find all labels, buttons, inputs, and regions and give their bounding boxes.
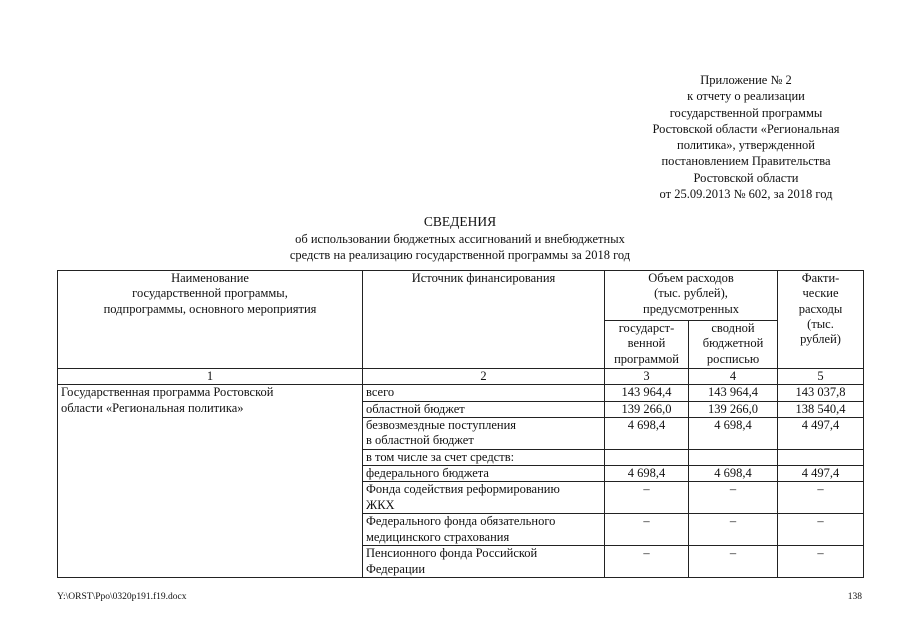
value-state-program: 139 266,0 [605,401,689,417]
value-budget-list: 4 698,4 [689,417,778,449]
value-actual: 138 540,4 [778,401,864,417]
funding-source-cell: Федерального фонда обязательного медицинского страхования [363,514,605,546]
value-state-program: – [605,546,689,578]
column-number: 2 [363,369,605,385]
funding-source-cell: в том числе за счет средств: [363,449,605,465]
expenditure-table [57,270,864,578]
appendix-line: Приложение № 2 [700,73,792,87]
value-actual: – [778,482,864,514]
value-state-program: 4 698,4 [605,466,689,482]
column-number: 1 [58,369,363,385]
header-program-name: Наименование государственной программы, подпрограммы, основного мероприятия [58,271,363,369]
value-actual: 143 037,8 [778,385,864,401]
value-state-program: – [605,514,689,546]
header-actual-expenses: Факти- ческие расходы (тыс. рублей) [778,271,864,369]
document-title: СВЕДЕНИЯ [423,214,497,229]
table-row [58,385,864,401]
appendix-line: Ростовской области [693,170,799,185]
value-budget-list: 4 698,4 [689,466,778,482]
value-actual: 4 497,4 [778,417,864,449]
value-budget-list [689,449,778,465]
value-budget-list: 143 964,4 [689,385,778,401]
document-subtitle-line: об использовании бюджетных ассигнований и внебюджетных [295,231,625,246]
value-actual [778,449,864,465]
value-actual: – [778,514,864,546]
appendix-line: к отчету о реализации [687,89,805,104]
value-state-program: 4 698,4 [605,417,689,449]
appendix-line: от 25.09.2013 № 602, за 2018 год [659,186,833,201]
funding-source-cell: Пенсионного фонда Российской Федерации [363,546,605,578]
document-heading [215,213,705,263]
header-funding-source: Источник финансирования [363,271,605,369]
value-budget-list: – [689,514,778,546]
column-number: 3 [605,369,689,385]
column-number: 4 [689,369,778,385]
funding-source-cell: всего [363,385,605,401]
funding-source-cell: областной бюджет [363,401,605,417]
value-state-program: 143 964,4 [605,385,689,401]
header-state-program: государст- венной программой [605,321,689,369]
header-planned-expenses: Объем расходов (тыс. рублей), предусмотренных [605,271,778,321]
value-actual: 4 497,4 [778,466,864,482]
header-budget-list: сводной бюджетной росписью [689,321,778,369]
column-number: 5 [778,369,864,385]
program-name-cell: Государственная программа Ростовской области «Региональная политика» [58,385,363,578]
footer-page-number: 138 [847,592,862,602]
value-budget-list: – [689,482,778,514]
appendix-note [600,72,892,202]
funding-source-cell: Фонда содействия реформированию ЖКХ [363,482,605,514]
value-state-program [605,449,689,465]
footer-file-path: Y:\ORST\Ppo\0320p191.f19.docx [57,592,187,602]
appendix-line: государственной программы [669,105,823,120]
appendix-line: политика», утвержденной [677,138,815,152]
value-budget-list: 139 266,0 [689,401,778,417]
value-budget-list: – [689,546,778,578]
funding-source-cell: федерального бюджета [363,466,605,482]
document-subtitle-line: средств на реализацию государственной программы за 2018 год [289,247,631,262]
funding-source-cell: безвозмездные поступления в областной бюджет [363,417,605,449]
value-state-program: – [605,482,689,514]
appendix-line: Ростовской области «Региональная [652,121,840,136]
appendix-line: постановлением Правительства [661,154,831,169]
value-actual: – [778,546,864,578]
